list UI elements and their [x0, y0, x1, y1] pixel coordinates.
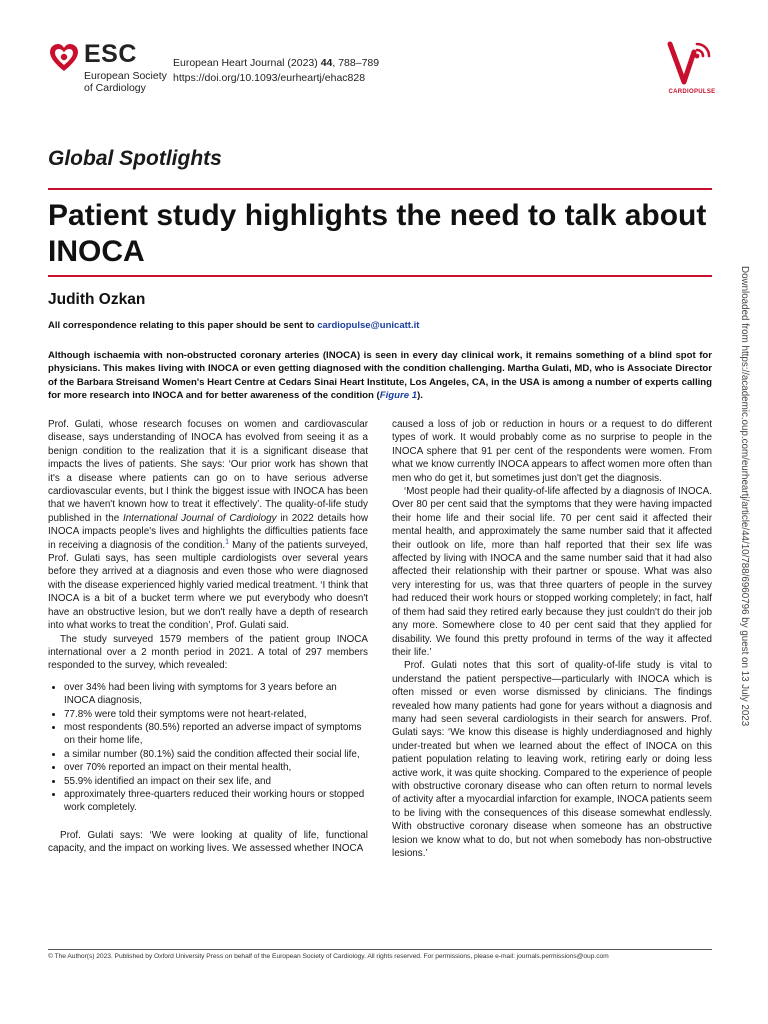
- logo-sub-line1: European Society: [84, 70, 167, 82]
- abstract-end: ).: [417, 390, 423, 402]
- list-item: • over 34% had been living with symptoms for 3 years before an INOCA diagnosis,: [64, 681, 368, 708]
- title-divider: [48, 275, 712, 277]
- author-name: Judith Ozkan: [48, 291, 146, 308]
- list-item: • 55.9% identified an impact on their sex life, and: [64, 775, 368, 788]
- cardiopulse-label: CARDIOPULSE: [668, 89, 716, 95]
- figure-link[interactable]: Figure 1: [379, 390, 418, 402]
- download-note-text: Downloaded from https://academic.oup.com/eurheartj/article/44/10/788/6960796 by guest on 13 July 2023: [739, 266, 750, 727]
- section-divider: [48, 188, 712, 190]
- paragraph: Prof. Gulati notes that this sort of quality-of-life study is vital to understand the patient perspective—particularly with INOCA which is often missed or even worse dismissed by clinicians. The findings revealed how many patients had gone for years without a diagnosis and many had seen several cardiologists in their search for answers. Prof. Gulati says: ‘We know this disease is highly underdiagnosed and highly under-treated but when we learned about the effect of INOCA on this patient population relating to leaving work, retiring early or doing less active work, it was quite shocking. Compared to the experience of people with obstructive coronary disease who can often return to normal levels of activity after a myocardial infarction for example, INOCA patients seem to be living with the consequences of this disease somewhat endlessly. With obstructive coronary disease when someone has an obstructive lesion we know what to do, but not when somebody has non-obstructive lesions.’: [392, 660, 712, 859]
- logo-subtitle: [84, 70, 167, 94]
- abstract: [48, 349, 712, 403]
- copyright-footer: © The Author(s) 2023. Published by Oxford University Press on behalf of the European Society of Cardiology. All rights reserved. For permissions, please e-mail: journals.permissions@oup.com: [48, 953, 609, 960]
- findings-list: [48, 681, 368, 815]
- paragraph-text: in 2022 details how INOCA impacts people's lives and highlights the difficulties patients face in receiving a diagnosis of the condition.: [48, 512, 368, 551]
- list-item: • a similar number (80.1%) said the condition affected their social life,: [64, 748, 368, 761]
- esc-logo: [48, 42, 168, 94]
- journal-name: European Heart Journal (2023): [173, 57, 318, 69]
- reference-link[interactable]: 1: [225, 538, 230, 546]
- paragraph: ‘Most people had their quality-of-life affected by a diagnosis of INOCA. Over 80 per cent said that the symptoms that they were having impacted their home life and their social life. 70 per cent said it affected their mental health, and approximately the same number said that it affected their outlook on life, more than half reported that their sex life was affected by living with INOCA and the same number said that it had also affected their relationship with their partner or spouse. What was also very interesting for us, was that three quarters of people in the survey had reduced their work hours or stopped working completely; in fact, half of them had said they retired early because they just couldn't do their job any more. Somewhere close to 40 per cent said that they applied for disability. We found this pretty profound in terms of the way it affected their life.’: [392, 486, 712, 658]
- paragraph-text: Prof. Gulati, whose research focuses on women and cardiovascular disease, says understanding of INOCA has evolved from seeing it as a benign condition to the realization that it is a significant disease that impacts the lives of patients. She says: ‘Our prior work has shown that it's a disease where patients can go on to have serious adverse cardiovascular events, but I think the biggest issue with INOCA has been that we haven't known how to treat it effectively’. The quality-of-life study published in the: [48, 419, 368, 524]
- heart-logo-icon: [48, 42, 80, 74]
- list-item: • approximately three-quarters reduced their working hours or stopped work completely.: [64, 788, 368, 815]
- footer-divider: [48, 949, 712, 950]
- abstract-text: Although ischaemia with non-obstructed coronary arteries (INOCA) is seen in every day clinical work, it remains something of a blind spot for physicians. This makes living with INOCA or even getting diagnosed with the condition challenging. Martha Gulati, MD, who is Associate Director of the Barbara Streisand Women's Heart Centre at Cedars Sinai Heart Institute, Los Angeles, CA, in the USA is among a number of experts calling for more research into INOCA and for better awareness of the condition (: [48, 350, 712, 402]
- correspondence-note: [48, 320, 419, 331]
- list-item: • 77.8% were told their symptoms were not heart-related,: [64, 708, 368, 721]
- body-column-left: [48, 418, 368, 856]
- download-note: [736, 266, 756, 786]
- paragraph: The study surveyed 1579 members of the patient group INOCA international over a 2 month period in 2021. A total of 297 members responded to the survey, which revealed:: [48, 633, 368, 672]
- journal-reference: [173, 56, 379, 86]
- journal-pages: , 788–789: [332, 57, 380, 69]
- journal-citation: [173, 56, 379, 71]
- logo-sub-line2: of Cardiology: [84, 82, 146, 94]
- journal-volume: 44: [320, 57, 333, 69]
- article-title: Patient study highlights the need to talk about INOCA: [48, 199, 707, 268]
- cardiopulse-icon: [664, 38, 720, 88]
- section-heading: Global Spotlights: [48, 147, 222, 170]
- doi-link[interactable]: https://doi.org/10.1093/eurheartj/ehac828: [173, 72, 366, 84]
- paragraph: Prof. Gulati says: ‘We were looking at quality of life, functional capacity, and the impact on working lives. We assessed whether INOCA: [48, 829, 368, 855]
- correspondence-text: All correspondence relating to this paper should be sent to: [48, 320, 318, 331]
- paragraph: [48, 418, 368, 633]
- cardiopulse-logo: [664, 38, 720, 100]
- paragraph: caused a loss of job or reduction in hours or a request to do different types of work. It would probably come as no surprise to people in the INOCA sphere that 91 per cent of the respondents were women. From what we know currently INOCA appears to affect women more often than men who do get it, but sometimes just don't get the diagnosis.: [392, 419, 712, 484]
- list-item: • most respondents (80.5%) reported an adverse impact of symptoms on their home life,: [64, 721, 368, 748]
- body-column-right: [392, 418, 712, 860]
- logo-mark: ESC: [84, 40, 137, 68]
- paragraph-text: Many of the patients surveyed, Prof. Gulati says, has seen multiple cardiologists over several years before they arrived at a diagnosis and even those who were diagnosed with the disease experienced highly varied medical treatment. ‘I think that INOCA is a bit of a bucket term where we put everybody who doesn't have an obstructive lesion, but we don't really have a depth of research into what works to treat the condition’, Prof. Gulati said.: [48, 539, 369, 632]
- correspondence-email-link[interactable]: cardiopulse@unicatt.it: [317, 320, 420, 331]
- journal-title-italic: International Journal of Cardiology: [123, 512, 277, 524]
- list-item: • over 70% reported an impact on their mental health,: [64, 761, 368, 774]
